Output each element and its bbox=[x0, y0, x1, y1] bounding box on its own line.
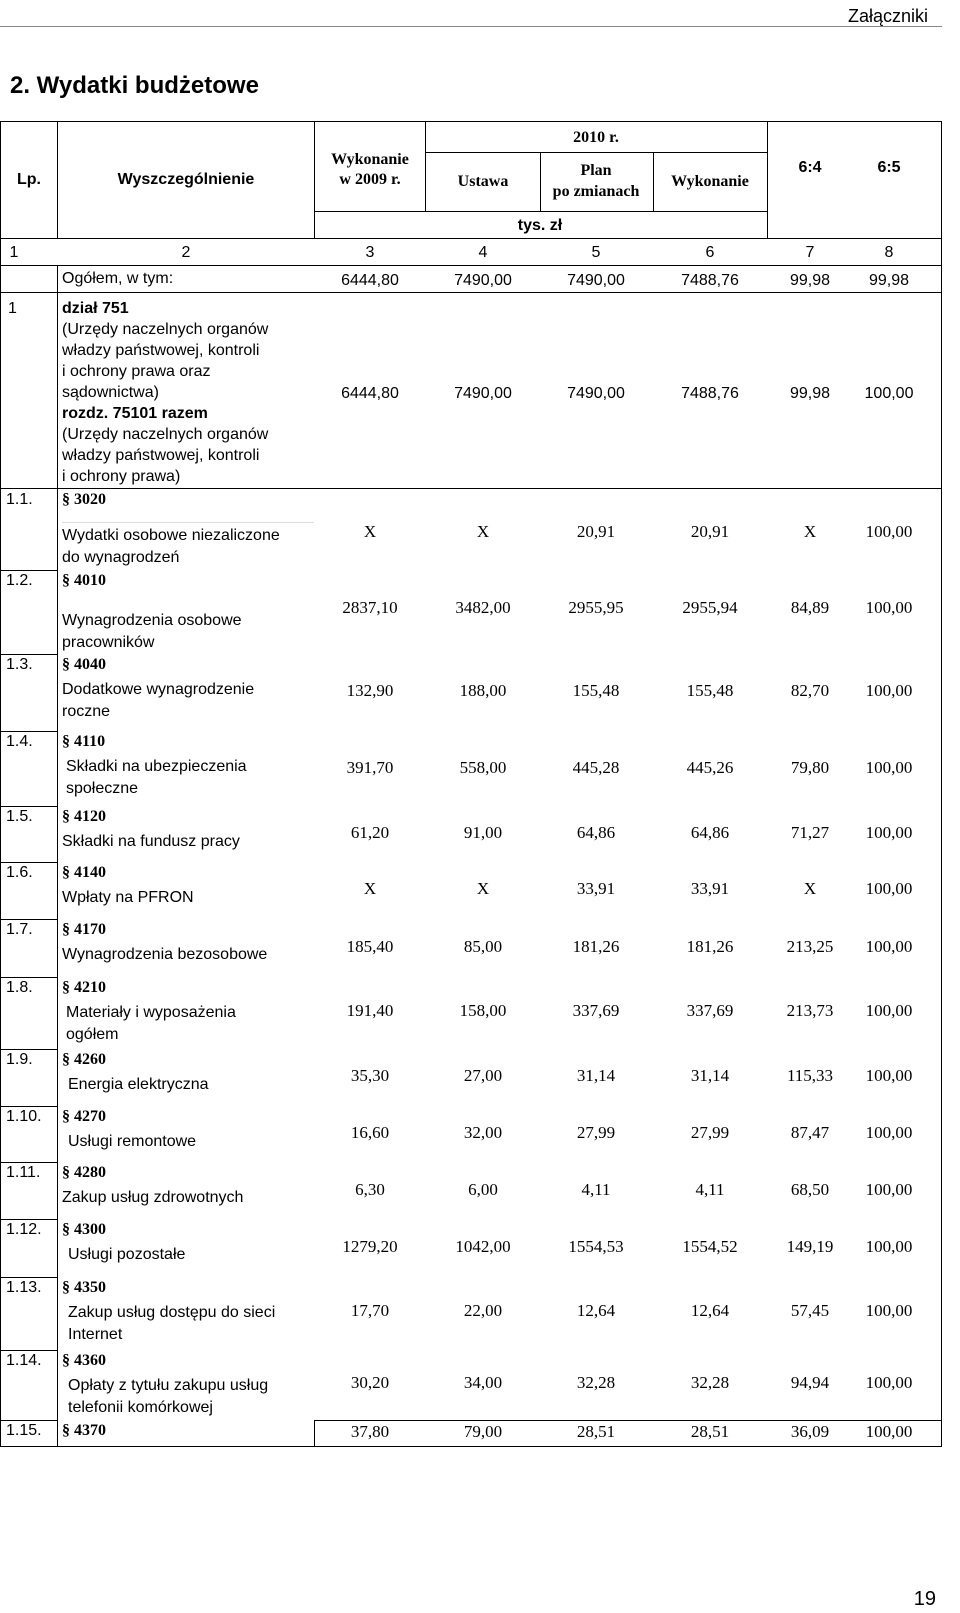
header-wykonanie: Wykonanie bbox=[671, 173, 749, 190]
row-value: 100,00 bbox=[865, 598, 913, 617]
row-value: 445,26 bbox=[686, 758, 734, 777]
row-value: 1042,00 bbox=[455, 1237, 511, 1256]
header-lp: Lp. bbox=[17, 171, 41, 188]
row-paragraph-code: § 4350 bbox=[62, 1279, 106, 1296]
row-value: 33,91 bbox=[690, 879, 730, 898]
row-value: 16,60 bbox=[350, 1123, 390, 1142]
row-value: 30,20 bbox=[350, 1373, 390, 1392]
row-value: X bbox=[476, 522, 490, 541]
row-paragraph-code: § 4300 bbox=[62, 1221, 106, 1238]
row-paragraph-code: § 4140 bbox=[62, 864, 106, 881]
row-value: 100,00 bbox=[865, 758, 913, 777]
row-value: 100,00 bbox=[865, 879, 913, 898]
row-value: 100,00 bbox=[865, 1373, 913, 1392]
dzial-text: i ochrony prawa oraz bbox=[62, 363, 211, 380]
row-value: 64,86 bbox=[690, 823, 730, 842]
row-value: 87,47 bbox=[790, 1123, 830, 1142]
row-value: 115,33 bbox=[786, 1066, 834, 1085]
row-lp: 1.7. bbox=[6, 921, 33, 938]
dzial-value: 7490,00 bbox=[454, 385, 512, 402]
dzial-text: sądownictwa) bbox=[62, 384, 159, 401]
column-number: 7 bbox=[805, 244, 815, 261]
column-number: 2 bbox=[181, 244, 191, 261]
row-paragraph-code: § 4120 bbox=[62, 808, 106, 825]
row-paragraph-code: § 4210 bbox=[62, 979, 106, 996]
row-value: 1554,52 bbox=[682, 1237, 738, 1256]
row-description: Składki na fundusz pracy bbox=[62, 833, 240, 850]
dzial-value: 7490,00 bbox=[567, 385, 625, 402]
row-description: Materiały i wyposażenia bbox=[66, 1004, 236, 1021]
row-paragraph-code: § 4170 bbox=[62, 921, 106, 938]
row-description: Dodatkowe wynagrodzenie bbox=[62, 681, 255, 698]
row-value: 391,70 bbox=[346, 758, 394, 777]
row-value: 100,00 bbox=[865, 1001, 913, 1020]
row-description: telefonii komórkowej bbox=[68, 1399, 213, 1416]
row-value: 35,30 bbox=[350, 1066, 390, 1085]
row-value: 57,45 bbox=[790, 1301, 830, 1320]
header-ustawa: Ustawa bbox=[457, 173, 509, 190]
header-wykonanie-2009-line1: Wykonanie bbox=[331, 151, 409, 168]
rozdzial-text: (Urzędy naczelnych organów bbox=[62, 426, 269, 443]
header-divider bbox=[425, 121, 426, 211]
row-value: X bbox=[803, 522, 817, 541]
row-description: Wpłaty na PFRON bbox=[62, 889, 194, 906]
appendix-header: Załączniki bbox=[847, 6, 928, 26]
row-description: Internet bbox=[68, 1326, 123, 1343]
header-ratio-6-5: 6:5 bbox=[877, 159, 901, 176]
column-number: 1 bbox=[9, 244, 19, 261]
header-divider bbox=[57, 121, 58, 238]
row-value: 2955,95 bbox=[568, 598, 624, 617]
row-value: 84,89 bbox=[790, 598, 830, 617]
row-value: 33,91 bbox=[576, 879, 616, 898]
row-value: 68,50 bbox=[790, 1180, 830, 1199]
row-value: 2955,94 bbox=[682, 598, 738, 617]
header-divider bbox=[314, 121, 315, 238]
row-lp: 1.4. bbox=[6, 733, 33, 750]
dzial-value: 99,98 bbox=[789, 385, 831, 402]
row-value: 31,14 bbox=[690, 1066, 730, 1085]
row-paragraph-code: § 4280 bbox=[62, 1164, 106, 1181]
row-value: X bbox=[363, 879, 377, 898]
row-paragraph-code: § 3020 bbox=[62, 491, 106, 508]
header-plan-line1: Plan bbox=[580, 162, 612, 179]
header-unit: tys. zł bbox=[517, 217, 563, 234]
row-value: 1279,20 bbox=[342, 1237, 398, 1256]
column-number: 8 bbox=[884, 244, 894, 261]
row-value: 22,00 bbox=[463, 1301, 503, 1320]
row-description: Zakup usług zdrowotnych bbox=[62, 1189, 244, 1206]
row-value: 4,11 bbox=[695, 1180, 725, 1199]
row-lp: 1.15. bbox=[6, 1422, 42, 1439]
dzial-title: dział 751 bbox=[62, 300, 129, 317]
row-value: 1554,53 bbox=[568, 1237, 624, 1256]
row-description: Wynagrodzenia bezosobowe bbox=[62, 946, 268, 963]
row-value: 158,00 bbox=[459, 1001, 507, 1020]
header-plan-line2: po zmianach bbox=[552, 183, 640, 200]
row-value: 100,00 bbox=[865, 681, 913, 700]
header-ratio-6-4: 6:4 bbox=[798, 159, 822, 176]
row-description: roczne bbox=[62, 703, 111, 720]
column-number: 4 bbox=[478, 244, 488, 261]
row-value: 79,00 bbox=[463, 1422, 503, 1441]
row-paragraph-code: § 4110 bbox=[62, 733, 106, 750]
total-value: 7490,00 bbox=[454, 272, 512, 289]
row-value: 64,86 bbox=[576, 823, 616, 842]
row-description: ogółem bbox=[66, 1026, 119, 1043]
row-lp: 1.6. bbox=[6, 864, 33, 881]
row-value: 6,30 bbox=[355, 1180, 385, 1199]
row-divider bbox=[314, 1420, 942, 1421]
row-value: 61,20 bbox=[350, 823, 390, 842]
column-number: 6 bbox=[705, 244, 715, 261]
row-value: 188,00 bbox=[459, 681, 507, 700]
row-divider bbox=[0, 488, 942, 489]
row-value: 4,11 bbox=[581, 1180, 611, 1199]
header-wykonanie-2009-line2: w 2009 r. bbox=[339, 171, 401, 188]
table-border-left bbox=[0, 121, 1, 1447]
total-label: Ogółem, w tym: bbox=[62, 270, 174, 287]
section-title: 2. Wydatki budżetowe bbox=[10, 72, 259, 99]
row-value: 100,00 bbox=[865, 1123, 913, 1142]
row-value: 79,80 bbox=[790, 758, 830, 777]
row-lp: 1.8. bbox=[6, 979, 33, 996]
header-divider bbox=[425, 152, 767, 153]
row-value: 3482,00 bbox=[455, 598, 511, 617]
row-value: 2837,10 bbox=[342, 598, 398, 617]
total-value: 7490,00 bbox=[567, 272, 625, 289]
row-value: 558,00 bbox=[459, 758, 507, 777]
row-description: Wydatki osobowe niezaliczone bbox=[62, 527, 280, 544]
rozdzial-text: i ochrony prawa) bbox=[62, 468, 181, 485]
row-paragraph-code: § 4360 bbox=[62, 1352, 106, 1369]
row-value: 100,00 bbox=[865, 1301, 913, 1320]
header-divider bbox=[0, 265, 942, 266]
row-value: 32,00 bbox=[463, 1123, 503, 1142]
row-value: 6,00 bbox=[468, 1180, 498, 1199]
row-value: 185,40 bbox=[346, 937, 394, 956]
row-value: 12,64 bbox=[690, 1301, 730, 1320]
rozdzial-text: władzy państwowej, kontroli bbox=[62, 447, 260, 464]
header-divider bbox=[0, 238, 942, 239]
row-value: 155,48 bbox=[572, 681, 620, 700]
header-divider bbox=[314, 211, 767, 212]
row-value: 27,99 bbox=[690, 1123, 730, 1142]
table-border-top bbox=[0, 121, 942, 122]
header-divider bbox=[540, 152, 541, 211]
row-value: 100,00 bbox=[865, 823, 913, 842]
row-lp: 1.10. bbox=[6, 1108, 42, 1125]
row-description: Składki na ubezpieczenia bbox=[66, 758, 247, 775]
column-number: 5 bbox=[591, 244, 601, 261]
row-value: 91,00 bbox=[463, 823, 503, 842]
row-paragraph-code: § 4010 bbox=[62, 572, 106, 589]
header-divider bbox=[767, 121, 768, 238]
page-number: 19 bbox=[913, 1588, 936, 1610]
table-border-bottom bbox=[0, 1446, 942, 1447]
row-value: 32,28 bbox=[690, 1373, 730, 1392]
row-value: 149,19 bbox=[786, 1237, 834, 1256]
row-value: 71,27 bbox=[790, 823, 830, 842]
dzial-text: (Urzędy naczelnych organów bbox=[62, 321, 269, 338]
row-description: Energia elektryczna bbox=[68, 1076, 209, 1093]
row-lp: 1.9. bbox=[6, 1051, 33, 1068]
row-value: 12,64 bbox=[576, 1301, 616, 1320]
dzial-text: władzy państwowej, kontroli bbox=[62, 342, 260, 359]
inner-rule bbox=[62, 522, 314, 523]
row-value: 181,26 bbox=[572, 937, 620, 956]
row-paragraph-code: § 4040 bbox=[62, 656, 106, 673]
row-paragraph-code: § 4370 bbox=[62, 1422, 106, 1439]
row-value: X bbox=[803, 879, 817, 898]
row-value: 100,00 bbox=[865, 1237, 913, 1256]
dzial-value: 100,00 bbox=[864, 385, 914, 402]
row-value: 32,28 bbox=[576, 1373, 616, 1392]
row-value: 28,51 bbox=[690, 1422, 730, 1441]
total-value: 7488,76 bbox=[681, 272, 739, 289]
row-lp: 1.13. bbox=[6, 1279, 42, 1296]
row-value: 27,99 bbox=[576, 1123, 616, 1142]
column-divider bbox=[314, 1420, 315, 1446]
rozdzial-title: rozdz. 75101 razem bbox=[62, 405, 208, 422]
total-value: 99,98 bbox=[868, 272, 910, 289]
column-divider bbox=[57, 265, 58, 1446]
header-divider bbox=[653, 152, 654, 211]
row-value: 82,70 bbox=[790, 681, 830, 700]
row-value: 34,00 bbox=[463, 1373, 503, 1392]
row-description: do wynagrodzeń bbox=[62, 549, 180, 566]
row-paragraph-code: § 4260 bbox=[62, 1051, 106, 1068]
row-value: 213,73 bbox=[786, 1001, 834, 1020]
row-lp: 1.11. bbox=[6, 1164, 41, 1181]
row-value: 28,51 bbox=[576, 1422, 616, 1441]
row-value: 100,00 bbox=[865, 1066, 913, 1085]
row-lp: 1.2. bbox=[6, 572, 33, 589]
total-value: 6444,80 bbox=[341, 272, 399, 289]
row-value: 191,40 bbox=[346, 1001, 394, 1020]
row-description: Usługi remontowe bbox=[68, 1133, 197, 1150]
row-value: 100,00 bbox=[865, 1180, 913, 1199]
header-year-2010: 2010 r. bbox=[573, 129, 619, 146]
row-value: 27,00 bbox=[463, 1066, 503, 1085]
row-description: Wynagrodzenia osobowe bbox=[62, 612, 242, 629]
row-value: 100,00 bbox=[865, 522, 913, 541]
row-value: 37,80 bbox=[350, 1422, 390, 1441]
row-description: Opłaty z tytułu zakupu usług bbox=[68, 1377, 269, 1394]
row-value: 337,69 bbox=[686, 1001, 734, 1020]
total-value: 99,98 bbox=[789, 272, 831, 289]
row-value: 20,91 bbox=[690, 522, 730, 541]
row-lp: 1.3. bbox=[6, 656, 33, 673]
column-number: 3 bbox=[365, 244, 375, 261]
row-lp: 1.5. bbox=[6, 808, 33, 825]
row-description: pracowników bbox=[62, 634, 155, 651]
row-value: X bbox=[476, 879, 490, 898]
row-divider bbox=[0, 292, 942, 293]
row-value: 100,00 bbox=[865, 937, 913, 956]
row-value: 20,91 bbox=[576, 522, 616, 541]
header-wyszczegolnienie: Wyszczególnienie bbox=[117, 171, 255, 188]
row-description: Usługi pozostałe bbox=[68, 1246, 186, 1263]
row-value: 181,26 bbox=[686, 937, 734, 956]
row-value: 31,14 bbox=[576, 1066, 616, 1085]
row-description: społeczne bbox=[66, 780, 139, 797]
row-value: 36,09 bbox=[790, 1422, 830, 1441]
table-border-right bbox=[941, 121, 942, 1447]
row-lp: 1.12. bbox=[6, 1221, 42, 1238]
row-value: X bbox=[363, 522, 377, 541]
row-value: 445,28 bbox=[572, 758, 620, 777]
row-value: 17,70 bbox=[350, 1301, 390, 1320]
row-paragraph-code: § 4270 bbox=[62, 1108, 106, 1125]
dzial-value: 7488,76 bbox=[681, 385, 739, 402]
row-value: 94,94 bbox=[790, 1373, 830, 1392]
dzial-lp: 1 bbox=[8, 300, 17, 317]
row-value: 100,00 bbox=[865, 1422, 913, 1441]
row-lp: 1.14. bbox=[6, 1352, 42, 1369]
dzial-value: 6444,80 bbox=[341, 385, 399, 402]
row-lp: 1.1. bbox=[6, 491, 33, 508]
row-value: 155,48 bbox=[686, 681, 734, 700]
row-value: 213,25 bbox=[786, 937, 834, 956]
row-description: Zakup usług dostępu do sieci bbox=[68, 1304, 276, 1321]
row-value: 85,00 bbox=[463, 937, 503, 956]
row-value: 337,69 bbox=[572, 1001, 620, 1020]
row-value: 132,90 bbox=[346, 681, 394, 700]
